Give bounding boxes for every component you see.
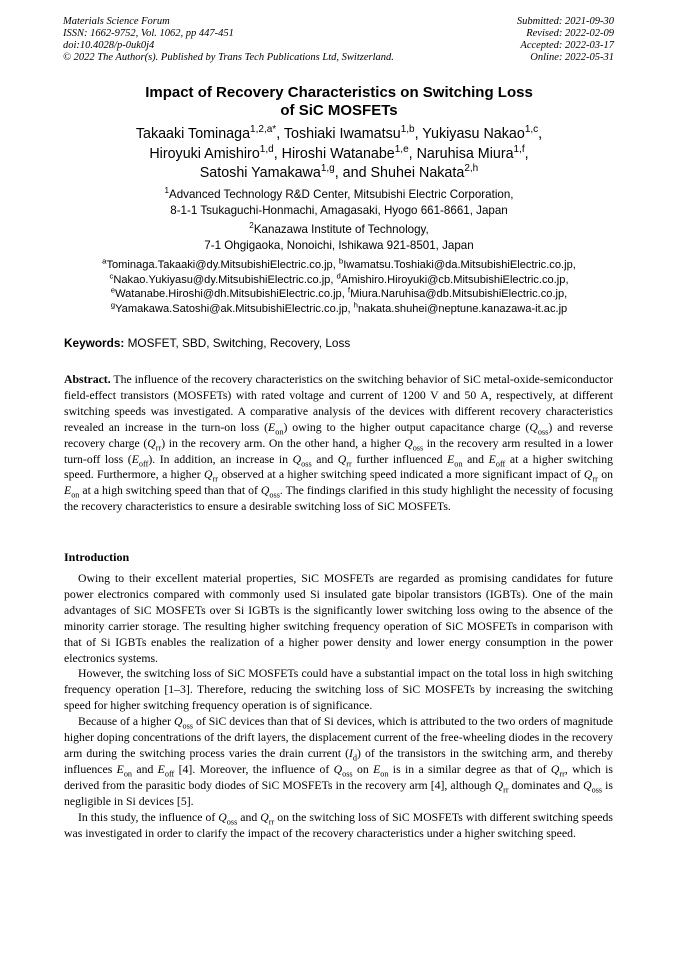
keywords-label: Keywords: <box>64 336 125 350</box>
section-heading: Introduction <box>64 550 130 564</box>
math-symbol: E <box>116 762 124 776</box>
author-name: Hiroshi Watanabe <box>281 145 395 162</box>
math-subscript: off <box>138 458 149 468</box>
submitted-date: Submitted: 2021-09-30 <box>516 16 614 27</box>
affil-line: Advanced Technology R&D Center, Mitsubishi Electric Corporation, <box>168 188 514 201</box>
math-symbol: Q <box>260 810 269 824</box>
email-line: $^c$Nakao.Yukiyasu@dy.MitsubishiElectric.co.jp, $^d$Amishiro.Hiroyuki@cb.MitsubishiElectric.co.jp, <box>109 270 569 286</box>
math-subscript: oss <box>301 458 312 468</box>
email-link[interactable]: Yamakawa.Satoshi@ak.MitsubishiElectric.co.jp <box>115 302 348 315</box>
revised-date: Revised: 2022-02-09 <box>526 28 614 39</box>
math-symbol: E <box>488 452 496 466</box>
title-line: of SiC MOSFETs <box>280 102 398 119</box>
email-list <box>60 258 618 316</box>
email-link[interactable]: Iwamatsu.Toshiaki@da.MitsubishiElectric.co.jp <box>343 259 573 271</box>
keywords-text: MOSFET, SBD, Switching, Recovery, Loss <box>127 336 351 350</box>
email-link[interactable]: Amishiro.Hiroyuki@cb.MitsubishiElectric.co.jp <box>340 273 566 286</box>
affiliation-2 <box>60 222 618 253</box>
math-symbol: E <box>64 484 72 498</box>
copyright-line: © 2022 The Author(s). Published by Trans Tech Publications Ltd, Switzerland. <box>63 52 394 63</box>
author-line: Hiroyuki Amishiro$^{1,d}$, Hiroshi Watanabe$^{1,e}$, Naruhisa Miura$^{1,f}$, <box>149 143 529 162</box>
math-subscript: oss <box>591 785 603 795</box>
abstract-text: The influence of the recovery characteristics on the switching behavior of SiC metal-oxide-semiconductor field-effect transistors (MOSFETs) with rated voltage and current of 1200 V and 50 A, respectively, at different switching speeds was investigated. A comparative analysis of the devices with different recovery characteristics revealed an increase in the turn-on loss $(E_{on})$ owing to the higher output capacitance charge $(Q_{oss})$ and reverse recovery charge $(Q_{rr})$ in the recovery arm. On the other hand, a higher $Q_{oss}$ in the recovery arm resulted in a lower turn-off loss $(E_{off})$. In addition, an increase in $Q_{oss}$ and $Q_{rr}$ further influenced $E_{on}$ and $E_{off}$ at a higher switching speed. Furthermore, a higher $Q_{rr}$ observed at a higher switching speed indicated a more significant impact of $Q_{rr}$ on $E_{on}$ at a high switching speed than that of $Q_{oss}$. The findings clarified in this study highlight the necessity of focusing the recovery characteristics to ensure a desirable switching loss of SiC MOSFETs. <box>64 373 614 514</box>
affil-line: Kanazawa Institute of Technology, <box>253 223 429 236</box>
math-subscript: off <box>164 769 175 779</box>
doi-line: doi:10.4028/p-0uk0j4 <box>63 40 155 51</box>
math-symbol: Q <box>147 436 156 450</box>
affil-mark: 1 <box>164 186 169 196</box>
math-subscript: rr <box>346 458 352 468</box>
math-symbol: Q <box>550 762 560 776</box>
body-paragraph: In this study, the influence of $Q_{oss}$ and $Q_{rr}$ on the switching loss of SiC MOSFETs with different switching speeds was investigated in order to clarify the impact of the recovery characteristics under a higher switching speed. <box>64 810 613 840</box>
math-subscript: on <box>71 490 80 500</box>
author-line: Satoshi Yamakawa$^{1,g}$, and Shuhei Nakata$^{2,h}$ <box>199 163 479 181</box>
journal-header-left <box>63 16 394 64</box>
math-subscript: on <box>275 427 284 437</box>
journal-header-right <box>517 16 614 64</box>
author-line: Takaaki Tominaga$^{1,2,a*}$, Toshiaki Iwamatsu$^{1,b}$, Yukiyasu Nakao$^{1,c}$, <box>135 124 543 142</box>
math-subscript: d <box>352 753 358 763</box>
author-affil-mark: 1,f <box>513 143 525 155</box>
math-subscript: off <box>495 458 506 468</box>
math-symbol: Q <box>583 468 593 482</box>
math-symbol: E <box>373 762 381 776</box>
author-name: Toshiaki Iwamatsu <box>283 126 401 142</box>
author-name: Yukiyasu Nakao <box>422 126 525 142</box>
math-symbol: Q <box>404 436 413 450</box>
issn-line: ISSN: 1662-9752, Vol. 1062, pp 447-451 <box>63 28 234 39</box>
math-subscript: rr <box>155 442 162 452</box>
author-name: Shuhei Nakata <box>370 165 465 181</box>
math-symbol: E <box>447 452 455 466</box>
author-affil-mark: 2,h <box>464 163 479 175</box>
math-subscript: rr <box>212 474 218 484</box>
math-symbol: Q <box>260 484 270 498</box>
math-subscript: oss <box>269 490 280 500</box>
math-symbol: Q <box>292 452 302 466</box>
math-subscript: rr <box>268 816 275 826</box>
body-paragraph: Owing to their excellent material properties, SiC MOSFETs are regarded as promising candidates for future power electronics compared with commonly used Si insulated gate bipolar transistors (IGBTs). One of the main advantages of SiC MOSFETs over Si IGBTs is the significantly lower switching loss owing to the absence of the minority carrier storage. The resulting higher switching frequency operation of SiC MOSFETs in comparison with that of Si IGBTs enables the realization of a higher power density and lower energy consumption in the power electronics systems. <box>64 572 613 665</box>
math-subscript: oss <box>182 721 194 731</box>
email-link[interactable]: Miura.Naruhisa@db.MitsubishiElectric.co.jp <box>350 288 565 300</box>
author-affil-mark: 1,d <box>259 143 274 155</box>
introduction-body <box>64 571 613 841</box>
online-date: Online: 2022-05-31 <box>530 52 614 63</box>
email-link[interactable]: nakata.shuhei@neptune.kanazawa-it.ac.jp <box>357 302 568 315</box>
math-symbol: Q <box>333 762 343 776</box>
author-name: Naruhisa Miura <box>416 145 514 162</box>
affil-mark: 2 <box>249 221 254 231</box>
author-affil-mark: 1,g <box>320 163 335 175</box>
math-symbol: Q <box>583 778 592 792</box>
math-subscript: oss <box>412 442 424 452</box>
accepted-date: Accepted: 2022-03-17 <box>520 40 614 51</box>
author-name: Satoshi Yamakawa <box>199 165 321 181</box>
math-symbol: I <box>349 746 353 760</box>
math-subscript: rr <box>559 769 565 779</box>
abstract <box>64 372 613 515</box>
email-line: $^e$Watanabe.Hiroshi@dh.MitsubishiElectric.co.jp, $^f$Miura.Naruhisa@db.MitsubishiElectric.co.jp, <box>110 285 568 300</box>
math-symbol: Q <box>529 420 538 434</box>
math-subscript: oss <box>226 816 238 826</box>
email-line: $^g$Yamakawa.Satoshi@ak.MitsubishiElectric.co.jp, $^h$nakata.shuhei@neptune.kanazawa-it.ac.jp <box>110 299 568 315</box>
math-subscript: rr <box>503 785 509 795</box>
keywords <box>64 336 350 350</box>
math-subscript: on <box>123 769 133 779</box>
math-symbol: E <box>268 420 276 434</box>
email-link[interactable]: Watanabe.Hiroshi@dh.MitsubishiElectric.co.jp <box>115 288 342 300</box>
affil-line: 7-1 Ohgigaoka, Nonoichi, Ishikawa 921-8501, Japan <box>204 238 474 252</box>
title-line: Impact of Recovery Characteristics on Switching Loss <box>145 84 533 101</box>
affil-line: 8-1-1 Tsukaguchi-Honmachi, Amagasaki, Hyogo 661-8661, Japan <box>170 203 508 217</box>
math-symbol: E <box>131 452 139 466</box>
email-link[interactable]: Tominaga.Takaaki@dy.MitsubishiElectric.co.jp <box>106 259 333 271</box>
author-affil-mark: 1,2,a* <box>250 124 277 136</box>
author-list <box>60 125 618 184</box>
math-symbol: Q <box>494 778 504 792</box>
body-paragraph: However, the switching loss of SiC MOSFETs could have a substantial impact on the total loss in high switching frequency operation [1–3]. Therefore, reducing the switching loss of SiC MOSFETs by increasing the switching speed for higher switching frequency operation is of significance. <box>64 667 613 713</box>
abstract-label: Abstract. <box>64 373 111 386</box>
math-symbol: Q <box>218 810 227 824</box>
author-affil-mark: 1,e <box>394 143 409 155</box>
math-symbol: Q <box>337 452 347 466</box>
author-name: Hiroyuki Amishiro <box>149 145 260 162</box>
math-subscript: on <box>380 769 389 779</box>
author-affil-mark: 1,c <box>524 124 539 136</box>
email-line: $^a$Tominaga.Takaaki@dy.MitsubishiElectric.co.jp, $^b$Iwamatsu.Toshiaki@da.MitsubishiElectric.co.jp, <box>102 256 576 271</box>
math-symbol: E <box>157 762 165 776</box>
affiliation-1 <box>60 187 618 218</box>
journal-name: Materials Science Forum <box>63 16 170 27</box>
math-subscript: on <box>454 458 463 468</box>
author-affil-mark: 1,b <box>400 124 415 136</box>
body-paragraph: Because of a higher $Q_{oss}$ of SiC devices than that of Si devices, which is attributed to the two orders of magnitude higher doping concentrations of the drift layers, the displacement current of the free-wheeling diodes in the recovery arm during the switching process varies the drain current $(I_d)$ of the transistors in the switching arm, and thereby influences $E_{on}$ and $E_{off}$ [4]. Moreover, the influence of $Q_{oss}$ on $E_{on}$ is in a similar degree as that of $Q_{rr}$, which is derived from the parasitic body diodes of SiC MOSFETs in the recovery arm [4], although $Q_{rr}$ dominates and $Q_{oss}$ is negligible in Si devices [5]. <box>64 715 614 808</box>
email-link[interactable]: Nakao.Yukiyasu@dy.MitsubishiElectric.co.jp <box>113 273 331 286</box>
math-subscript: oss <box>342 769 353 779</box>
math-subscript: rr <box>592 474 598 484</box>
math-symbol: Q <box>174 715 183 729</box>
math-symbol: Q <box>204 468 213 482</box>
math-subscript: oss <box>537 427 549 437</box>
author-name: Takaaki Tominaga <box>135 126 251 142</box>
paper-title <box>60 84 618 120</box>
